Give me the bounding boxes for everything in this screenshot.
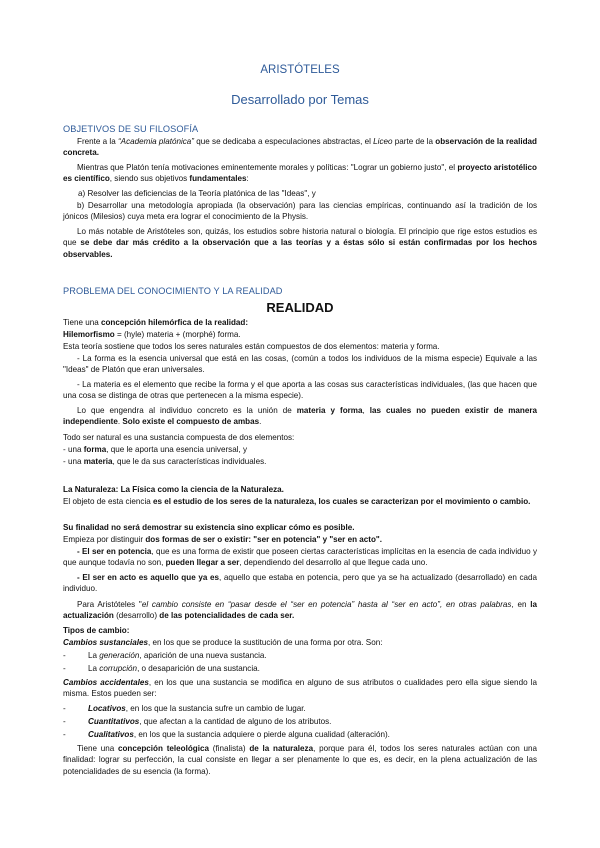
bullet-dash: - — [63, 717, 66, 726]
line-generacion: La generación, aparición de una nueva sustancia. — [88, 651, 267, 660]
line-sustancia: Todo ser natural es una sustancia compuesta de dos elementos: — [63, 433, 295, 442]
line-cuantitativos: Cuantitativos, que afectan a la cantidad de alguno de los atributos. — [88, 717, 332, 726]
paragraph-compuesto: Lo que engendra al individuo concreto es la unión de materia y forma, las cuales no pueden existir de manera independiente. Solo existe el compuesto de ambas. — [63, 406, 537, 427]
line-hilemorfismo: Hilemorfismo = (hyle) materia + (morphé) forma. — [63, 330, 241, 339]
line-teoria: Esta teoría sostiene que todos los seres naturales están compuestos de dos elementos: materia y forma. — [63, 342, 440, 351]
paragraph-materia: - La materia es el elemento que recibe la forma y el que aporta a las cosas sus características individuales, (las que hacen que una cosa se distinga de otras que pertenecen a la misma especie). — [63, 380, 537, 401]
paragraph-teleologica: Tiene una concepción teleológica (finalista) de la naturaleza, porque para él, todos los seres naturales actúan con una finalidad: lograr su perfección, la cual consiste en llegar a ser plenamente lo que es, es decir, en la plena actualización de las potencialidades de su esencia (la forma). — [63, 744, 537, 776]
paragraph-accidentales: Cambios accidentales, en los que una sustancia se modifica en alguno de sus atributos o cualidades pero ella sigue siendo la misma. Estos pueden ser: — [63, 678, 537, 699]
line-naturaleza: La Naturaleza: La Física como la ciencia de la Naturaleza. — [63, 485, 284, 494]
line-una-materia: - una materia, que le da sus características individuales. — [63, 457, 267, 466]
line-locativos: Locativos, en los que la sustancia sufre un cambio de lugar. — [88, 704, 306, 713]
paragraph-cambio: Para Aristóteles "el cambio consiste en “pasar desde el “ser en potencia” hasta al “ser en acto”, en otras palabras, en la actualización (desarrollo) de las potencialidades de cada ser. — [63, 600, 537, 621]
line-tipos: Tipos de cambio: — [63, 626, 130, 635]
document-title: ARISTÓTELES — [260, 64, 340, 76]
objective-a: a) Resolver las deficiencias de la Teoría platónica de las "Ideas", y — [78, 189, 316, 198]
line-finalidad: Su finalidad no será demostrar su existencia sino explicar cómo es posible. — [63, 523, 355, 532]
document-subtitle: Desarrollado por Temas — [231, 92, 369, 107]
line-cualitativos: Cualitativos, en los que la sustancia adquiere o pierde alguna cualidad (alteración). — [88, 730, 390, 739]
bullet-dash: - — [63, 704, 66, 713]
objective-b: b) Desarrollar una metodología apropiada (la observación) para las ciencias empíricas, continuando así la tradición de los jónicos (Milesios) cuya meta era lograr el conocimiento de la Physis. — [63, 201, 537, 222]
bullet-dash: - — [63, 651, 66, 660]
bullet-dash: - — [63, 664, 66, 673]
paragraph-observacion: Lo más notable de Aristóteles son, quizás, los estudios sobre historia natural o biología. El principio que rige estos estudios es que se debe dar más crédito a la observación que a las teorías y a éstas sólo si están confirmadas por los hechos observables. — [63, 227, 537, 259]
bullet-dash: - — [63, 730, 66, 739]
paragraph-objeto: El objeto de esta ciencia es el estudio de los seres de la naturaleza, los cuales se caracterizan por el movimiento o cambio. — [63, 497, 531, 506]
paragraph-proyecto: Mientras que Platón tenía motivaciones eminentemente morales y políticas: "Lograr un gobierno justo", el proyecto aristotélico es científico, siendo sus objetivos fundamentales: — [63, 163, 537, 184]
paragraph-acto: - El ser en acto es aquello que ya es, aquello que estaba en potencia, pero que ya se ha actualizado (desarrollado) en cada individuo. — [63, 573, 537, 594]
line-sustanciales: Cambios sustanciales, en los que se produce la sustitución de una forma por otra. Son: — [63, 638, 383, 647]
line-corrupcion: La corrupción, o desaparición de una sustancia. — [88, 664, 260, 673]
line-hilemorfica: Tiene una concepción hilemórfica de la realidad: — [63, 318, 249, 327]
line-una-forma: - una forma, que le aporta una esencia universal, y — [63, 445, 248, 454]
section-heading-objetivos: OBJETIVOS DE SU FILOSOFÍA — [63, 124, 199, 134]
paragraph-forma: - La forma es la esencia universal que está en las cosas, (común a todos los individuos de la misma especie) Equivale a las "Ideas" de Platón que eran universales. — [63, 354, 537, 375]
paragraph-potencia: - El ser en potencia, que es una forma de existir que poseen ciertas características implícitas en la esencia de cada individuo y que aunque todavía no son, pueden llegar a ser, dependiendo del desarrollo al que llegue cada uno. — [63, 547, 537, 568]
section-heading-conocimiento: PROBLEMA DEL CONOCIMIENTO Y LA REALIDAD — [63, 286, 283, 296]
line-distinguir: Empieza por distinguir dos formas de ser o existir: "ser en potencia" y "ser en acto". — [63, 535, 382, 544]
realidad-heading: REALIDAD — [266, 300, 334, 315]
paragraph-liceo: Frente a la “Academia platónica” que se dedicaba a especulaciones abstractas, el Liceo parte de la observación de la realidad concreta. — [63, 137, 537, 158]
